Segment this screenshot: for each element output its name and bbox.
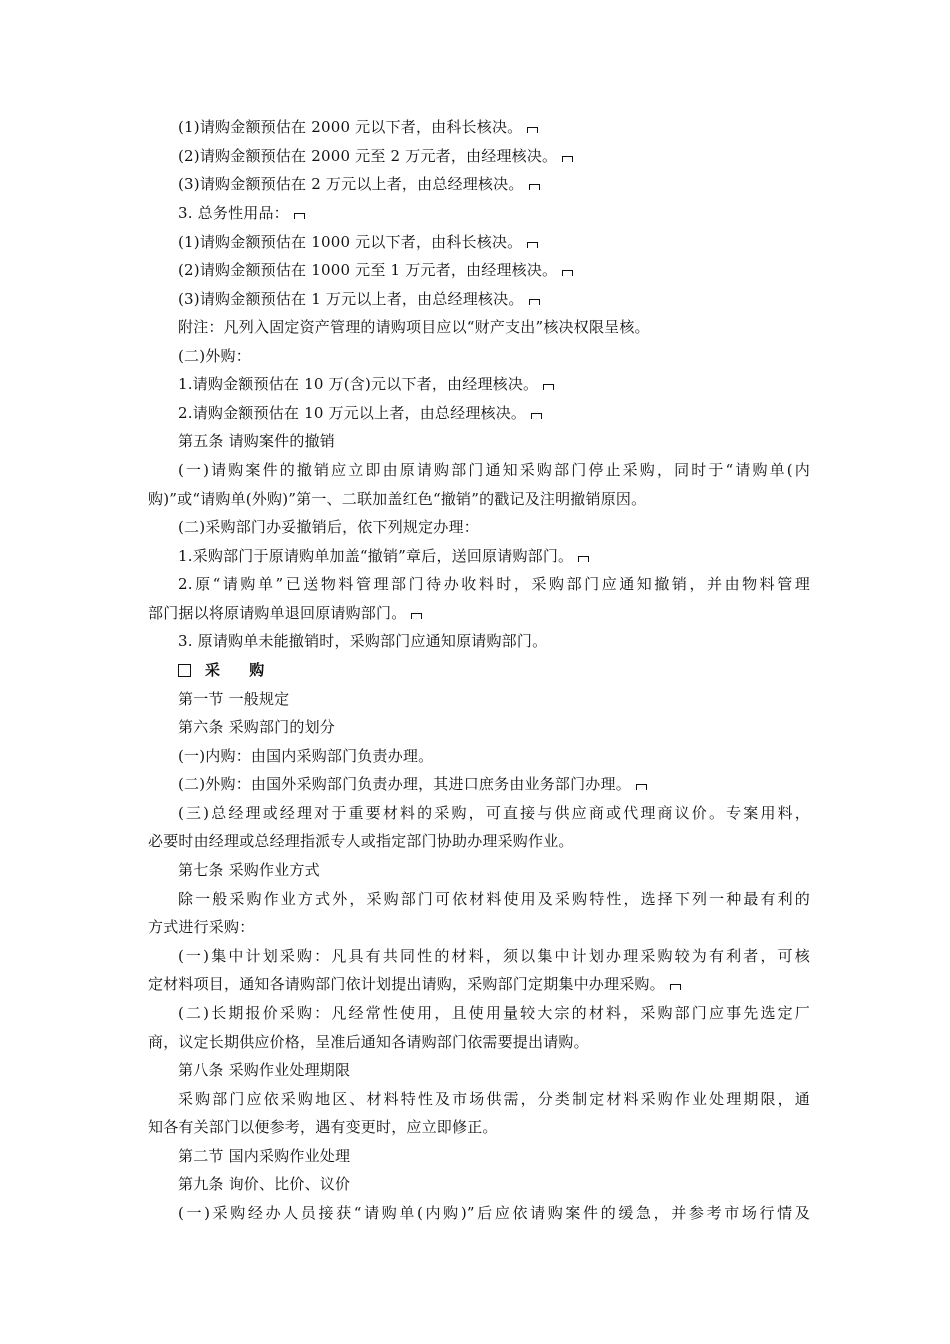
- text-line-content: 第七条 采购作业方式: [178, 861, 320, 879]
- text-line-content: (3)请购金额预估在 2 万元以上者，由总经理核决。: [178, 175, 524, 193]
- text-line: [178, 286, 540, 312]
- paragraph-mark-icon: [529, 299, 540, 305]
- text-line: [178, 543, 589, 569]
- text-line-content: (3)请购金额预估在 1 万元以上者，由总经理核决。: [178, 290, 524, 308]
- text-line: [178, 771, 647, 797]
- paragraph-mark-icon: [527, 242, 538, 248]
- text-line: [148, 486, 646, 512]
- text-line-content: (1)请购金额预估在 2000 元以下者，由科长核决。: [178, 118, 523, 136]
- text-line-content: 第二节 国内采购作业处理: [178, 1147, 351, 1165]
- text-line: [178, 1000, 810, 1026]
- paragraph-mark-icon: [562, 156, 573, 162]
- text-line: [148, 914, 254, 940]
- text-line: [178, 229, 538, 255]
- text-line-content: 第九条 询价、比价、议价: [178, 1175, 351, 1193]
- text-line-content: 采购部门应依采购地区、材料特性及市场供需，分类制定材料采购作业处理期限，通: [178, 1090, 810, 1108]
- paragraph-mark-icon: [578, 556, 589, 562]
- text-line-content: 第五条 请购案件的撤销: [178, 432, 335, 450]
- section-heading: [178, 1057, 350, 1083]
- text-line-content: (一)采购经办人员接获“请购单(内购)”后应依请购案件的缓急，并参考市场行情及: [178, 1204, 810, 1222]
- text-line: [178, 143, 573, 169]
- text-line-content: (一)请购案件的撤销应立即由原请购部门通知采购部门停止采购，同时于“请购单(内: [178, 461, 810, 479]
- text-line: [148, 600, 422, 626]
- text-line-content: 必要时由经理或总经理指派专人或指定部门协助办理采购作业。: [148, 832, 574, 850]
- text-line: [178, 457, 810, 483]
- section-heading: [178, 714, 335, 740]
- text-line: [178, 343, 251, 369]
- paragraph-mark-icon: [527, 127, 538, 133]
- chapter-heading-text: 采 购: [205, 661, 277, 679]
- text-line-content: (二)外购：由国外采购部门负责办理，其进口庶务由业务部门办理。: [178, 775, 631, 793]
- text-line-content: 知各有关部门以便参考，遇有变更时，应立即修正。: [148, 1118, 498, 1136]
- text-line-content: 3. 总务性用品：: [178, 204, 289, 222]
- section-heading: [178, 857, 320, 883]
- text-line-content: 除一般采购作业方式外，采购部门可依材料使用及采购特性，选择下列一种最有利的: [178, 890, 810, 908]
- text-line: [178, 171, 540, 197]
- text-line-content: (三)总经理或经理对于重要材料的采购，可直接与供应商或代理商议价。专案用料，: [178, 804, 810, 822]
- paragraph-mark-icon: [531, 413, 542, 419]
- text-line-content: (2)请购金额预估在 2000 元至 2 万元者，由经理核决。: [178, 147, 558, 165]
- text-line-content: (二)采购部门办妥撤销后，依下列规定办理：: [178, 518, 479, 536]
- paragraph-mark-icon: [670, 984, 681, 990]
- text-line-content: 2.原“请购单”已送物料管理部门待办收料时，采购部门应通知撤销，并由物料管理: [178, 575, 810, 593]
- text-line-content: (一)内购：由国内采购部门负责办理。: [178, 747, 434, 765]
- paragraph-mark-icon: [636, 784, 647, 790]
- text-line-content: 3. 原请购单未能撤销时，采购部门应通知原请购部门。: [178, 632, 548, 650]
- text-line: [178, 114, 538, 140]
- text-line: [178, 886, 810, 912]
- text-line-content: 商，议定长期供应价格，呈准后通知各请购部门依需要提出请购。: [148, 1033, 589, 1051]
- section-heading: [178, 686, 289, 712]
- text-line-content: 2.请购金额预估在 10 万元以上者，由总经理核决。: [178, 404, 527, 422]
- text-line: [178, 200, 305, 226]
- text-line-content: 附注：凡列入固定资产管理的请购项目应以“财产支出”核决权限呈核。: [178, 318, 650, 336]
- paragraph-mark-icon: [411, 613, 422, 619]
- text-line: [148, 828, 574, 854]
- text-line: [178, 800, 810, 826]
- text-line: [178, 571, 810, 597]
- text-line-content: 1.请购金额预估在 10 万(含)元以下者，由经理核决。: [178, 375, 539, 393]
- paragraph-mark-icon: [562, 270, 573, 276]
- text-line-content: 方式进行采购：: [148, 918, 255, 936]
- text-line-content: 购)”或“请购单(外购)”第一、二联加盖红色“撤销”的戳记及注明撤销原因。: [148, 490, 647, 508]
- text-line: [178, 628, 547, 654]
- text-line: [178, 371, 554, 397]
- section-heading: [178, 1171, 350, 1197]
- checkbox-square-icon: [178, 664, 191, 677]
- text-line: [148, 1029, 589, 1055]
- text-line-content: (二)外购：: [178, 347, 251, 365]
- text-line: [178, 514, 479, 540]
- text-line-content: 定材料项目，通知各请购部门依计划提出请购，采购部门定期集中办理采购。: [148, 975, 665, 993]
- text-line-content: 1.采购部门于原请购单加盖“撤销”章后，送回原请购部门。: [178, 547, 574, 565]
- text-line: [148, 971, 681, 997]
- text-line-content: 第六条 采购部门的划分: [178, 718, 335, 736]
- text-line-content: 第八条 采购作业处理期限: [178, 1061, 351, 1079]
- text-line: [178, 314, 650, 340]
- text-line: [178, 257, 573, 283]
- text-line-content: (2)请购金额预估在 1000 元至 1 万元者，由经理核决。: [178, 261, 558, 279]
- text-line-content: (二)长期报价采购：凡经常性使用，且使用量较大宗的材料，采购部门应事先选定厂: [178, 1004, 810, 1022]
- text-line-content: 第一节 一般规定: [178, 690, 290, 708]
- paragraph-mark-icon: [543, 384, 554, 390]
- section-heading: [178, 428, 335, 454]
- text-line: [178, 943, 810, 969]
- paragraph-mark-icon: [529, 184, 540, 190]
- section-heading: [178, 1143, 350, 1169]
- text-line: [178, 1086, 810, 1112]
- paragraph-mark-icon: [294, 213, 305, 219]
- text-line-content: (1)请购金额预估在 1000 元以下者，由科长核决。: [178, 233, 523, 251]
- text-line: [178, 743, 433, 769]
- text-line-content: 部门据以将原请购单退回原请购部门。: [148, 604, 407, 622]
- text-line: [148, 1114, 498, 1140]
- text-line-content: (一)集中计划采购：凡具有共同性的材料，须以集中计划办理采购较为有利者，可核: [178, 947, 810, 965]
- text-line: [178, 400, 542, 426]
- text-line: [178, 1200, 810, 1226]
- chapter-heading: [178, 657, 276, 683]
